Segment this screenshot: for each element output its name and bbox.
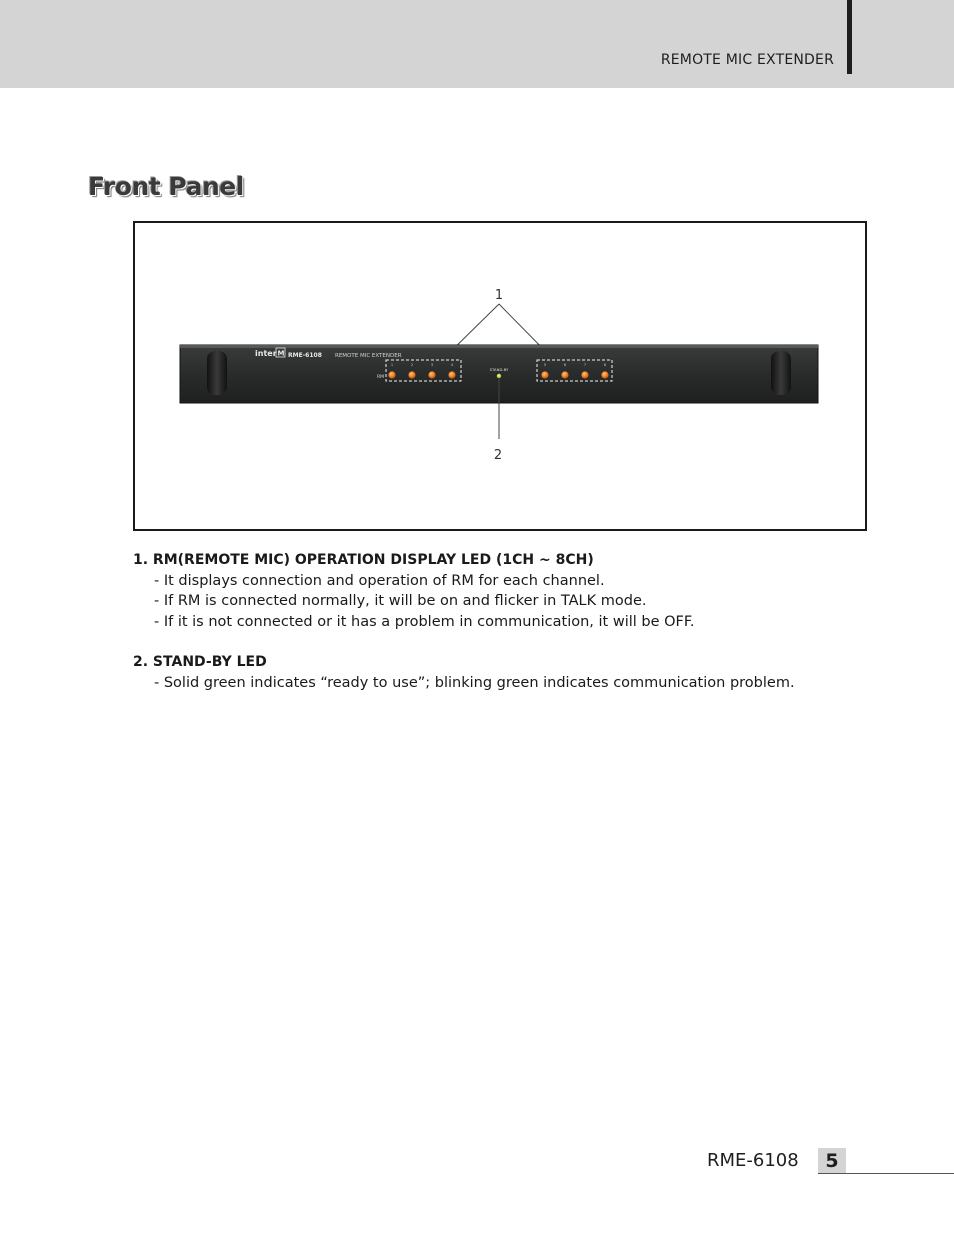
- rm-led-5: [541, 371, 548, 378]
- channel-number-6: 6: [563, 363, 567, 367]
- device-label: REMOTE MIC EXTENDER: [335, 353, 402, 359]
- channel-number-7: 7: [583, 363, 587, 367]
- rm-led-1: [388, 371, 395, 378]
- model-label: RME-6108: [288, 352, 322, 359]
- header-title: REMOTE MIC EXTENDER: [660, 52, 834, 68]
- rm-led-7: [581, 371, 588, 378]
- callout-number-1: 1: [494, 288, 504, 303]
- section-title: Front Panel: [88, 172, 244, 201]
- item-1-heading: 1. RM(REMOTE MIC) OPERATION DISPLAY LED (1CH ~ 8CH): [133, 552, 594, 568]
- channel-number-1: 1: [390, 363, 394, 367]
- rm-led-4: [448, 371, 455, 378]
- rm-led-2: [408, 371, 415, 378]
- channel-number-8: 8: [603, 363, 607, 367]
- rm-label: RM: [377, 375, 385, 380]
- page-number: 5: [818, 1148, 846, 1174]
- page-header: [0, 0, 954, 88]
- right-handle: [771, 351, 791, 395]
- item-1-line-2: - If RM is connected normally, it will be on and flicker in TALK mode.: [154, 593, 647, 609]
- front-panel-figure: [133, 221, 867, 531]
- header-divider-bar: [847, 0, 852, 74]
- left-handle: [207, 351, 227, 395]
- channel-number-4: 4: [450, 363, 454, 367]
- item-2-line-1: - Solid green indicates “ready to use”; blinking green indicates communication problem.: [154, 674, 795, 691]
- footer-model: RME-6108: [707, 1150, 799, 1171]
- rm-led-6: [561, 371, 568, 378]
- channel-number-2: 2: [410, 363, 414, 367]
- item-1-line-3: - If it is not connected or it has a problem in communication, it will be OFF.: [154, 613, 695, 630]
- footer-rule: [818, 1173, 954, 1174]
- item-1-line-1: - It displays connection and operation of RM for each channel.: [154, 572, 605, 589]
- rm-led-3: [428, 371, 435, 378]
- item-2-list: [133, 673, 853, 694]
- description: [133, 550, 853, 693]
- brand-logo-text: inter: [255, 349, 277, 358]
- standby-led: [497, 374, 501, 378]
- item-1-list: [133, 571, 853, 633]
- callout-number-2: 2: [493, 448, 503, 463]
- channel-number-5: 5: [543, 363, 547, 367]
- front-panel-diagram: [135, 223, 865, 529]
- item-2-heading: 2. STAND-BY LED: [133, 654, 267, 670]
- brand-logo-mark-letter: M: [277, 349, 285, 358]
- rm-led-8: [601, 371, 608, 378]
- channel-number-3: 3: [430, 363, 434, 367]
- standby-label: STAND-BY: [489, 367, 509, 372]
